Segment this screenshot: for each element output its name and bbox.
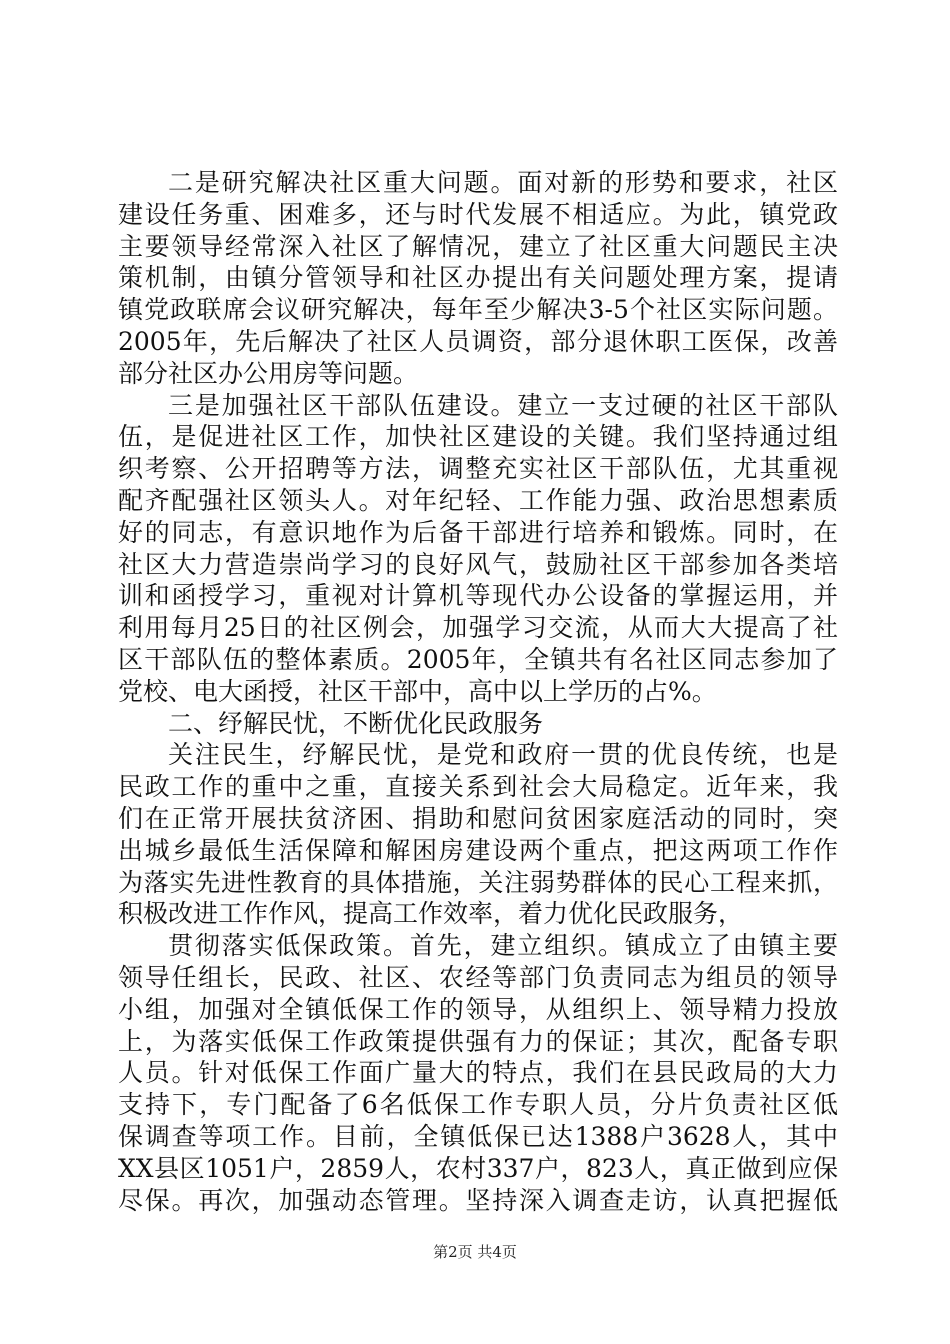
text-line: 人员。针对低保工作面广量大的特点，我们在县民政局的大力: [118, 1058, 838, 1088]
text-line: 民政工作的重中之重，直接关系到社会大局稳定。近年来，我: [118, 772, 838, 802]
page-number-footer: 第2页 共4页: [433, 1243, 517, 1261]
text-line: 党校、电大函授，社区干部中，高中以上学历的占%。: [118, 676, 717, 706]
text-line: 训和函授学习，重视对计算机等现代办公设备的掌握运用，并: [118, 581, 838, 611]
text-line: 尽保。再次，加强动态管理。坚持深入调查走访，认真把握低: [118, 1185, 838, 1215]
text-line: 区干部队伍的整体素质。2005年，全镇共有名社区同志参加了: [118, 644, 838, 674]
text-line: 领导任组长，民政、社区、农经等部门负责同志为组员的领导: [118, 962, 838, 992]
text-line: 二是研究解决社区重大问题。面对新的形势和要求，社区: [168, 168, 838, 197]
text-line: 伍，是促进社区工作，加快社区建设的关键。我们坚持通过组: [118, 422, 838, 452]
text-line: 织考察、公开招聘等方法，调整充实社区干部队伍，尤其重视: [118, 454, 838, 484]
text-line: 贯彻落实低保政策。首先，建立组织。镇成立了由镇主要: [168, 931, 838, 961]
text-line: 小组，加强对全镇低保工作的领导，从组织上、领导精力投放: [118, 994, 838, 1024]
text-line: 社区大力营造崇尚学习的良好风气，鼓励社区干部参加各类培: [118, 549, 838, 579]
document-body: [118, 167, 838, 1216]
section-heading: 二、纾解民忧，不断优化民政服务: [168, 708, 544, 738]
text-line: 关注民生，纾解民忧，是党和政府一贯的优良传统，也是: [168, 740, 838, 770]
text-line: 支持下，专门配备了6名低保工作专职人员，分片负责社区低: [118, 1090, 838, 1120]
text-line: 们在正常开展扶贫济困、捐助和慰问贫困家庭活动的同时，突: [118, 803, 838, 833]
text-line: 部分社区办公用房等问题。: [118, 358, 419, 388]
text-line: 策机制，由镇分管领导和社区办提出有关问题处理方案，提请: [118, 263, 838, 293]
text-line: 镇党政联席会议研究解决，每年至少解决3-5个社区实际问题。: [118, 295, 838, 325]
text-line: 上，为落实低保工作政策提供强有力的保证；其次，配备专职: [118, 1026, 838, 1056]
text-line: 为落实先进性教育的具体措施，关注弱势群体的民心工程来抓，: [118, 867, 838, 897]
text-line: 配齐配强社区领头人。对年纪轻、工作能力强、政治思想素质: [118, 485, 838, 515]
text-line: 利用每月25日的社区例会，加强学习交流，从而大大提高了社: [118, 613, 838, 643]
text-line: XX县区1051户，2859人，农村337户，823人，真正做到应保: [118, 1153, 838, 1183]
text-line: 积极改进工作作风，提高工作效率，着力优化民政服务，: [118, 899, 744, 929]
text-line: 主要领导经常深入社区了解情况，建立了社区重大问题民主决: [118, 231, 838, 261]
text-line: 三是加强社区干部队伍建设。建立一支过硬的社区干部队: [168, 390, 838, 420]
text-line: 2005年，先后解决了社区人员调资，部分退休职工医保，改善: [118, 326, 838, 356]
text-line: 好的同志，有意识地作为后备干部进行培养和锻炼。同时，在: [118, 517, 838, 547]
text-line: 出城乡最低生活保障和解困房建设两个重点，把这两项工作作: [118, 835, 838, 865]
text-line: 建设任务重、困难多，还与时代发展不相适应。为此，镇党政: [118, 199, 838, 229]
text-line: 保调查等项工作。目前，全镇低保已达1388户3628人，其中: [118, 1121, 838, 1151]
